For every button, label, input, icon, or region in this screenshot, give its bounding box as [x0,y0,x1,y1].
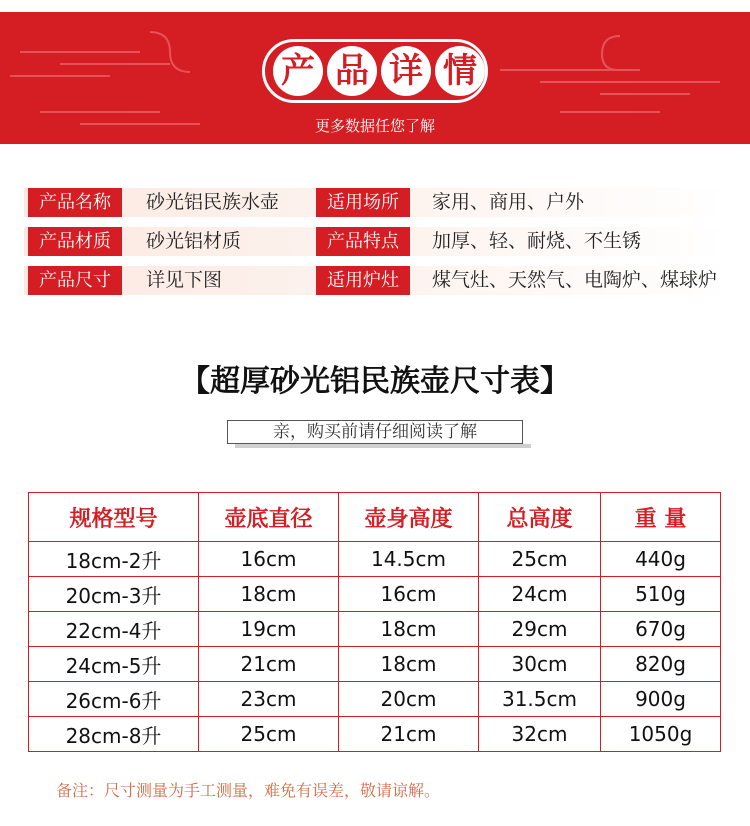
table-cell: 25cm [199,717,339,752]
column-header: 重 量 [601,493,721,542]
info-label: 适用炉灶 [316,266,410,295]
table-cell: 16cm [339,577,479,612]
header-banner [0,12,750,144]
title-char: 情 [435,46,485,96]
table-row [29,542,721,577]
table-row [29,612,721,647]
info-value: 砂光铝民族水壶 [146,191,280,213]
table-cell: 1050g [601,717,721,752]
table-cell: 820g [601,647,721,682]
table-cell: 20cm-3升 [29,577,199,612]
info-value: 砂光铝材质 [146,230,242,252]
footnote: 备注：尺寸测量为手工测量，难免有误差，敬请谅解。 [56,781,441,800]
info-row [24,227,728,256]
table-cell: 20cm [339,682,479,717]
info-value: 家用、商用、户外 [432,191,585,213]
column-header: 壶底直径 [199,493,339,542]
table-row [29,647,721,682]
table-cell: 18cm [339,647,479,682]
info-label: 产品材质 [28,227,122,256]
table-cell: 25cm [479,542,601,577]
table-row [29,577,721,612]
info-label: 适用场所 [316,188,410,217]
info-label: 产品尺寸 [28,266,122,295]
table-cell: 23cm [199,682,339,717]
table-cell: 510g [601,577,721,612]
table-cell: 14.5cm [339,542,479,577]
title-char: 产 [273,46,323,96]
table-cell: 18cm [199,577,339,612]
table-cell: 28cm-8升 [29,717,199,752]
table-cell: 21cm [199,647,339,682]
column-header: 总高度 [479,493,601,542]
info-value: 煤气灶、天然气、电陶炉、煤球炉 [432,269,718,291]
notice-text: 亲，购买前请仔细阅读了解 [227,420,523,444]
table-cell: 18cm-2升 [29,542,199,577]
table-cell: 31.5cm [479,682,601,717]
table-cell: 670g [601,612,721,647]
table-cell: 29cm [479,612,601,647]
table-cell: 22cm-4升 [29,612,199,647]
info-label: 产品特点 [316,227,410,256]
table-cell: 24cm-5升 [29,647,199,682]
info-label: 产品名称 [28,188,122,217]
table-cell: 440g [601,542,721,577]
info-value: 详见下图 [146,269,223,291]
table-cell: 16cm [199,542,339,577]
page-title [262,39,488,103]
column-header: 规格型号 [29,493,199,542]
table-row [29,682,721,717]
title-char: 详 [381,46,431,96]
table-row [29,717,721,752]
title-char: 品 [327,46,377,96]
table-header-row [29,493,721,542]
table-cell: 900g [601,682,721,717]
table-cell: 26cm-6升 [29,682,199,717]
info-value: 加厚、轻、耐烧、不生锈 [432,230,642,252]
info-row [24,188,728,217]
notice-shadow [235,444,531,448]
table-cell: 18cm [339,612,479,647]
size-table-title: 【超厚砂光铝民族壶尺寸表】 [180,364,570,399]
table-cell: 32cm [479,717,601,752]
table-cell: 24cm [479,577,601,612]
page-subtitle: 更多数据任您了解 [314,117,435,135]
column-header: 壶身高度 [339,493,479,542]
table-cell: 21cm [339,717,479,752]
size-table [28,492,721,752]
info-row [24,266,728,295]
table-cell: 19cm [199,612,339,647]
table-cell: 30cm [479,647,601,682]
